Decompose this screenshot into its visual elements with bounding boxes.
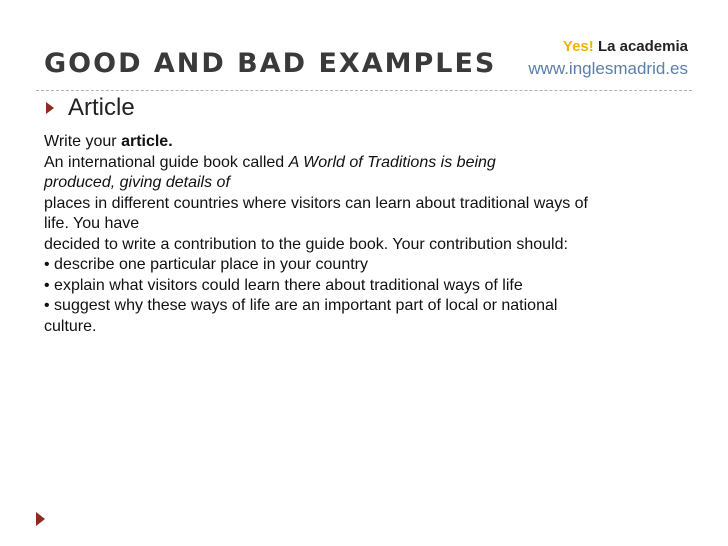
prompt-italic: produced, giving details of [44,174,230,191]
bullet-label: Article [68,94,135,121]
prompt-line: decided to write a contribution to the guide book. Your contribution should: [44,235,568,253]
prompt-line [44,153,684,174]
corner-arrow-icon [36,512,45,526]
bullet-article [46,94,135,122]
bullet-arrow-icon [46,102,54,114]
brand-url[interactable]: www.inglesmadrid.es [528,59,688,78]
brand-academia: La academia [597,38,688,55]
prompt-italic: A World of Traditions is being [288,153,496,171]
prompt-text: An international guide book called [44,153,289,171]
brand-name [528,36,688,58]
prompt-text: Write your [44,133,122,150]
prompt-bold: article. [121,133,173,150]
prompt-line: • explain what visitors could learn there about traditional ways of life [44,276,523,294]
prompt-line [44,173,684,194]
title-divider [36,90,692,91]
prompt-line: culture. [44,317,97,335]
slide-title: GOOD AND BAD EXAMPLES [44,48,497,79]
prompt-line [44,132,684,153]
article-prompt [44,132,684,337]
prompt-line: • describe one particular place in your country [44,256,368,273]
brand-yes: Yes! [562,38,594,55]
prompt-line: places in different countries where visitors can learn about traditional ways of [44,194,588,212]
prompt-line: • suggest why these ways of life are an important part of local or national [44,297,558,314]
prompt-line: life. You have [44,215,140,232]
brand-block [528,36,688,80]
